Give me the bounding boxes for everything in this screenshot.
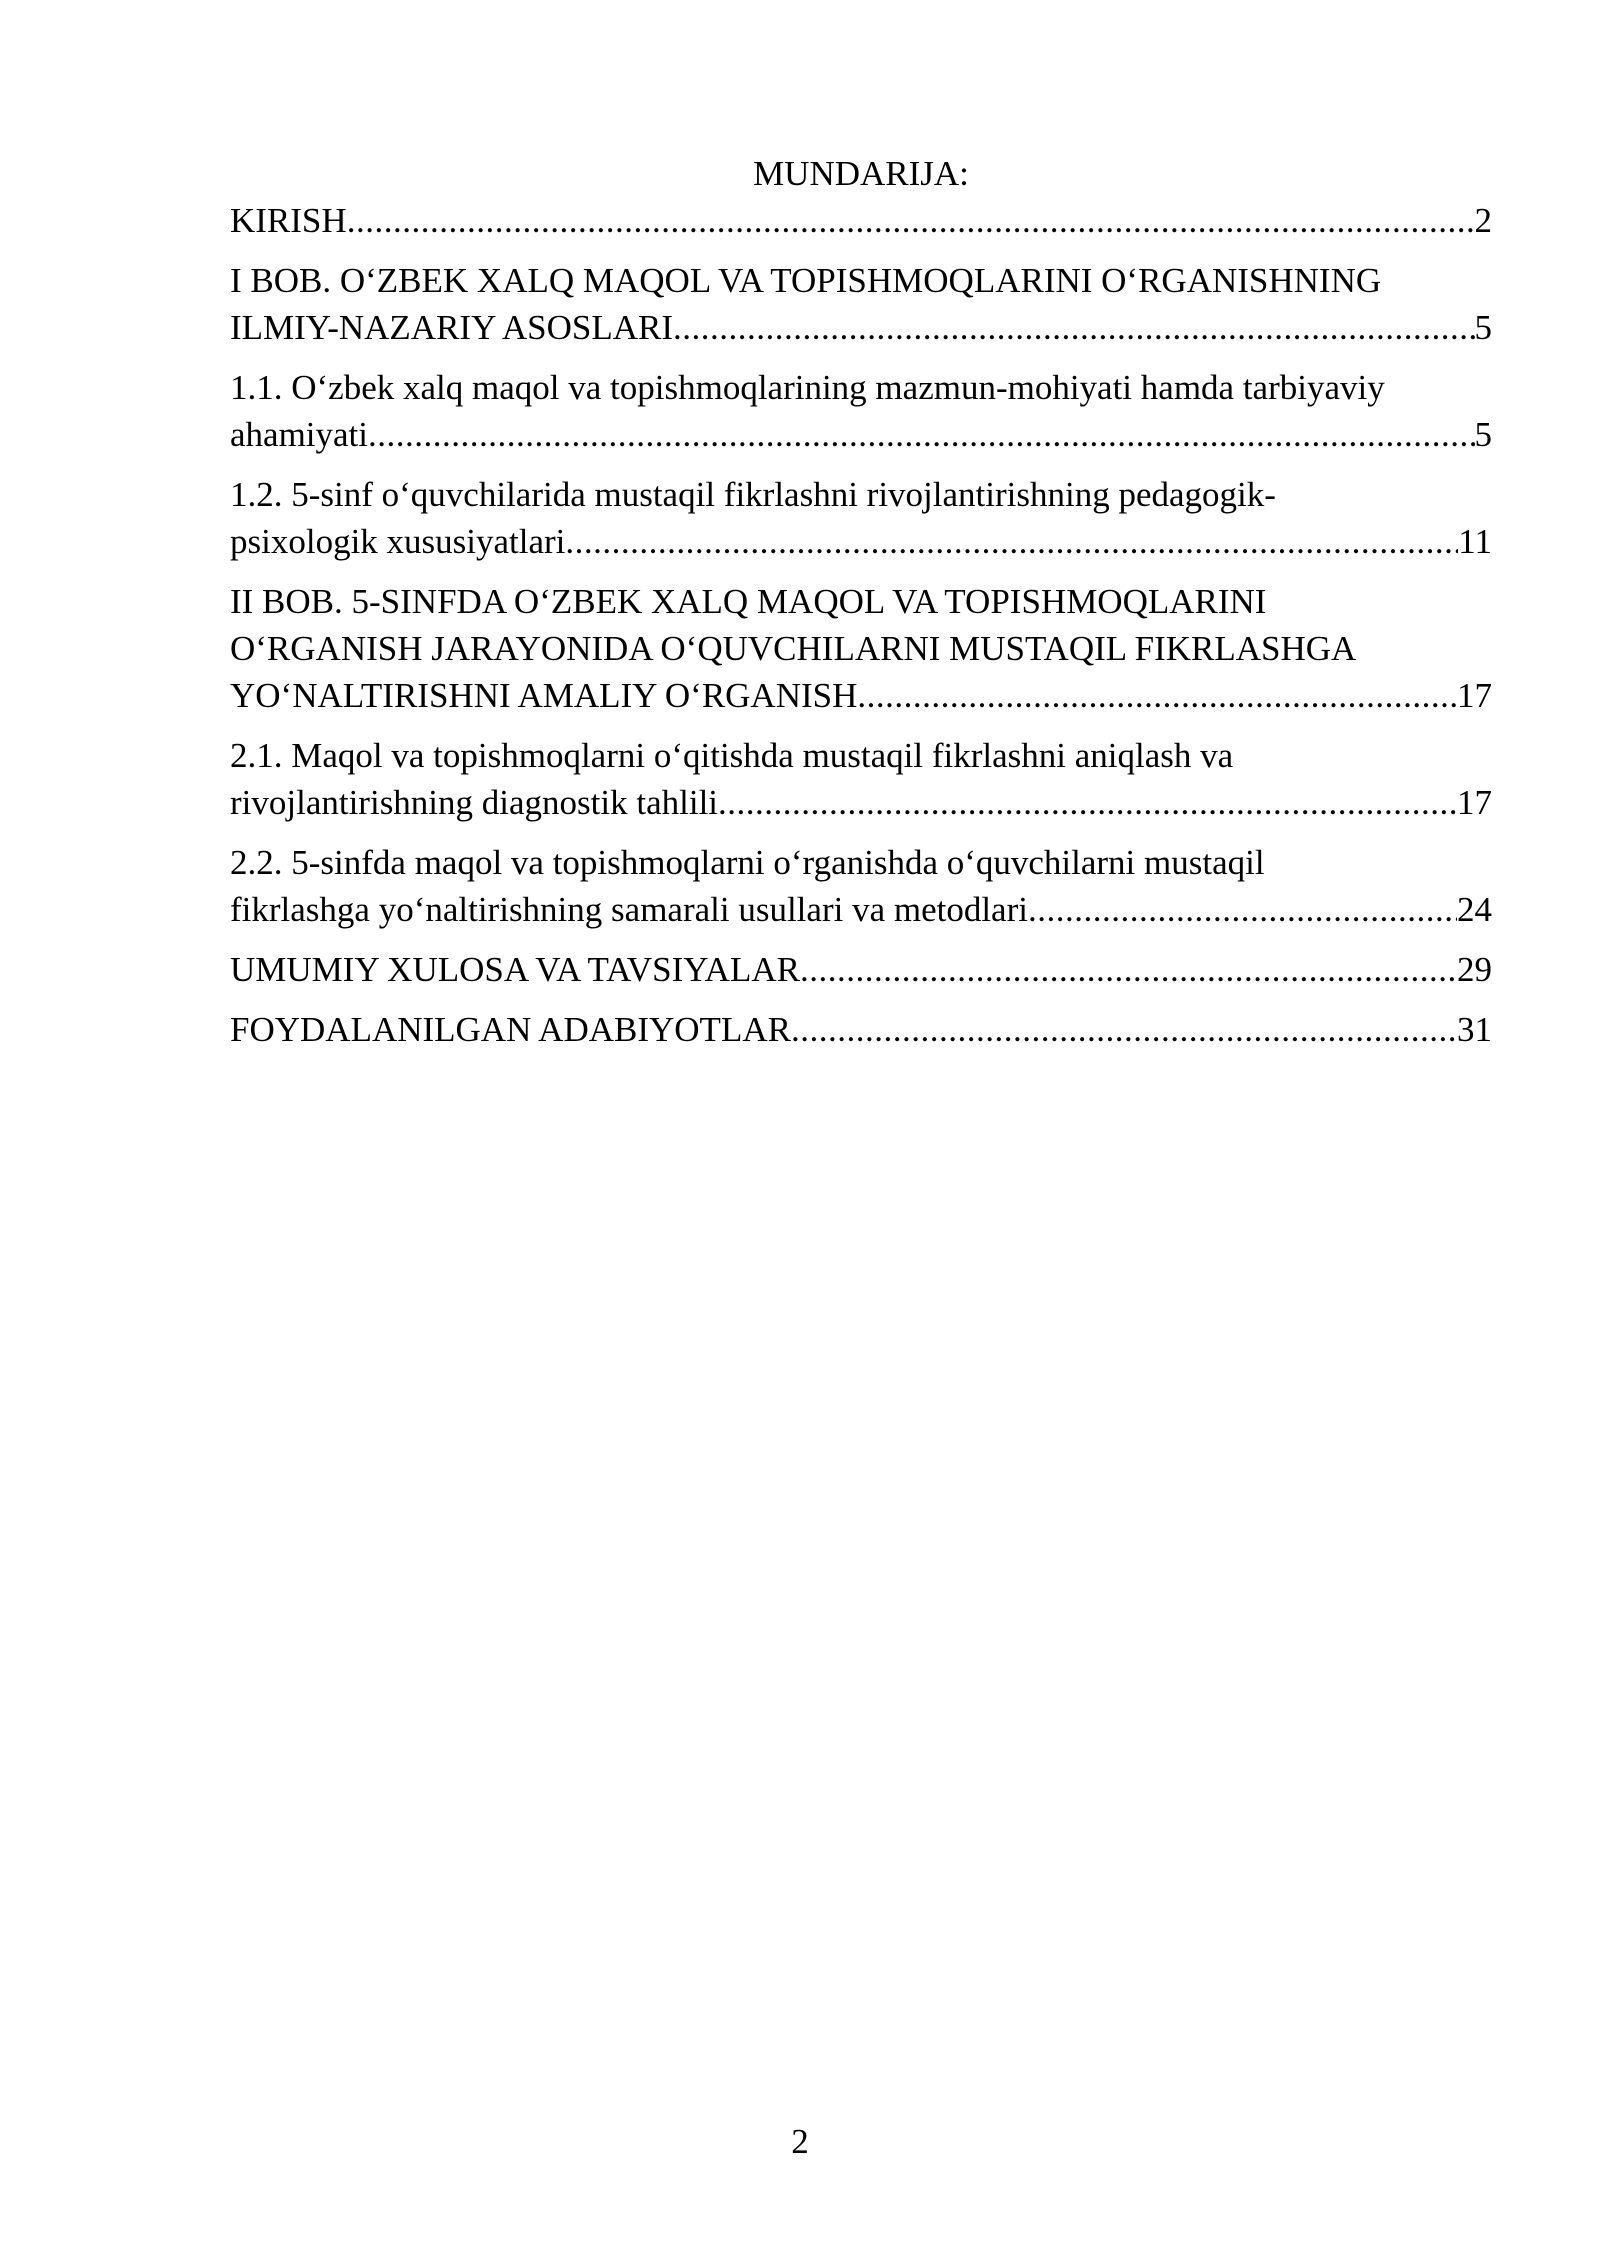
toc-entry-line — [230, 886, 1492, 933]
dot-leader — [347, 197, 1475, 244]
toc-page-number: 29 — [1457, 950, 1492, 989]
toc-entry-text-line: 1.1. O‘zbek xalq maqol va topishmoqlarining mazmun-mohiyati hamda tarbiyaviy — [230, 368, 1385, 407]
toc-page-number: 24 — [1457, 890, 1492, 929]
toc-page-number: 2 — [1474, 201, 1492, 240]
toc-entry-text: fikrlashga yo‘naltirishning samarali usullari va metodlari — [230, 890, 1028, 929]
dot-leader — [1028, 886, 1457, 933]
toc-entry-line — [230, 946, 1492, 993]
toc-page-number: 31 — [1457, 1010, 1492, 1049]
toc-entry-section-2-2 — [230, 839, 1492, 933]
toc-entry-text-line: 1.2. 5-sinf o‘quvchilarida mustaqil fikrlashni rivojlantirishning pedagogik- — [230, 475, 1276, 514]
toc-entry-text: ahamiyati — [230, 415, 369, 454]
toc-entry-conclusion — [230, 946, 1492, 993]
toc-entry-section-1-2 — [230, 471, 1492, 565]
toc-entry-kirish — [230, 197, 1492, 244]
dot-leader — [718, 779, 1457, 826]
dot-leader — [368, 411, 1474, 458]
toc-entry-text: FOYDALANILGAN ADABIYOTLAR — [230, 1010, 791, 1049]
dot-leader — [673, 304, 1474, 351]
toc-entry-text: UMUMIY XULOSA VA TAVSIYALAR — [230, 950, 800, 989]
toc-entry-text-line: 2.2. 5-sinfda maqol va topishmoqlarni o‘rganishda o‘quvchilarni mustaqil — [230, 843, 1265, 882]
dot-leader — [565, 518, 1458, 565]
page-footer-number: 2 — [791, 2122, 809, 2161]
table-of-contents — [230, 150, 1492, 1053]
toc-entry-text-line: 2.1. Maqol va topishmoqlarni o‘qitishda mustaqil fikrlashni aniqlash va — [230, 736, 1234, 775]
toc-entry-chapter-1 — [230, 257, 1492, 351]
toc-entry-text: KIRISH — [230, 201, 347, 240]
toc-entry-references — [230, 1006, 1492, 1053]
toc-entry-line — [230, 1006, 1492, 1053]
toc-entry-line — [230, 672, 1492, 719]
toc-entry-section-1-1 — [230, 364, 1492, 458]
toc-entry-text-line: II BOB. 5-SINFDA O‘ZBEK XALQ MAQOL VA TOPISHMOQLARINI — [230, 582, 1267, 621]
toc-page-number: 11 — [1458, 522, 1492, 561]
toc-entry-section-2-1 — [230, 732, 1492, 826]
toc-page-number: 17 — [1457, 783, 1492, 822]
toc-entry-text-line: O‘RGANISH JARAYONIDA O‘QUVCHILARNI MUSTAQIL FIKRLASHGA — [230, 629, 1357, 668]
toc-entry-line — [230, 779, 1492, 826]
toc-page-number: 5 — [1474, 415, 1492, 454]
toc-entry-text-line: I BOB. O‘ZBEK XALQ MAQOL VA TOPISHMOQLARINI O‘RGANISHNING — [230, 261, 1382, 300]
dot-leader — [800, 946, 1457, 993]
toc-entry-text: psixologik xususiyatlari — [230, 522, 566, 561]
dot-leader — [857, 672, 1457, 719]
toc-entry-chapter-2 — [230, 578, 1492, 719]
toc-entry-text: YO‘NALTIRISHNI AMALIY O‘RGANISH — [230, 676, 858, 715]
toc-entry-line — [230, 518, 1492, 565]
toc-entry-text: ILMIY-NAZARIY ASOSLARI — [230, 308, 674, 347]
toc-entry-line — [230, 304, 1492, 351]
toc-title: MUNDARIJA: — [753, 154, 969, 193]
toc-entry-text: rivojlantirishning diagnostik tahlili — [230, 783, 719, 822]
toc-entry-line — [230, 197, 1492, 244]
toc-page-number: 5 — [1474, 308, 1492, 347]
dot-leader — [791, 1006, 1457, 1053]
toc-page-number: 17 — [1457, 676, 1492, 715]
toc-entry-line — [230, 411, 1492, 458]
